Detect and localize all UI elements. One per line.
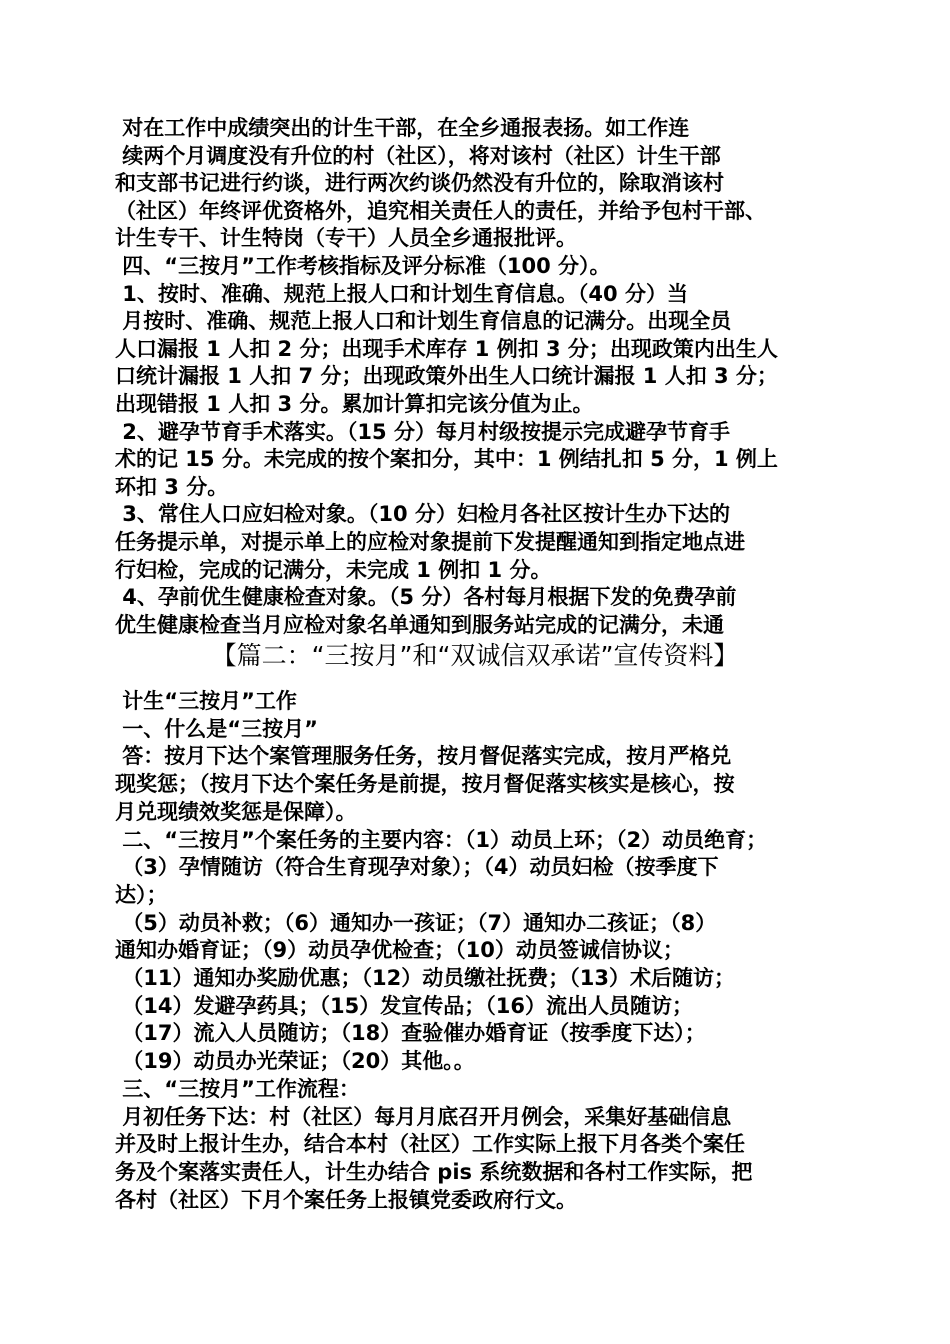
text-line: 3、常住人口应妇检对象。（10 分）妇检月各社区按计生办下达的 — [115, 502, 730, 527]
text-line: 环扣 3 分。 — [115, 474, 229, 499]
text-line: 达）； — [115, 882, 168, 907]
text-line: 出现错报 1 人扣 3 分。累加计算扣完该分值为止。 — [115, 392, 594, 416]
text-line: 计生专干、计生特岗（专干）人员全乡通报批评。 — [115, 226, 577, 251]
text-line: 2、避孕节育手术落实。（15 分）每月村级按提示完成避孕节育手 — [115, 419, 730, 444]
text-line: 并及时上报计生办，结合本村（社区）工作实际上报下月各类个案任 — [115, 1132, 745, 1157]
text-line: 口统计漏报 1 人扣 7 分；出现政策外出生人口统计漏报 1 人扣 3 分； — [115, 364, 778, 389]
text-line: （3）孕情随访（符合生育现孕对象）；（4）动员妇检（按季度下 — [115, 855, 719, 880]
text-line: 一、什么是“三按月” — [115, 716, 318, 741]
text-line: 月兑现绩效奖惩是保障）。 — [115, 799, 357, 824]
text-line: 月按时、准确、规范上报人口和计划生育信息的记满分。出现全员 — [115, 309, 732, 334]
text-line: 各村（社区）下月个案任务上报镇党委政府行文。 — [115, 1187, 577, 1212]
text-line: 务及个案落实责任人，计生办结合 pis 系统数据和各村工作实际，把 — [115, 1159, 753, 1184]
section-title: 【篇二：“三按月”和“双诚信双承诺”宣传资料】 — [211, 641, 739, 670]
text-line: （11）通知办奖励优惠；（12）动员缴社抚费；（13）术后随访； — [115, 966, 735, 990]
text-line: 答：按月下达个案管理服务任务，按月督促落实完成，按月严格兑 — [115, 744, 732, 769]
text-line: （14）发避孕药具；（15）发宣传品；（16）流出人员随访； — [115, 993, 693, 1018]
text-line: 任务提示单，对提示单上的应检对象提前下发提醒通知到指定地点进 — [115, 530, 745, 554]
text-line: 续两个月调度没有升位的村（社区），将对该村（社区）计生干部 — [115, 143, 721, 168]
text-line: 三、“三按月”工作流程： — [115, 1076, 360, 1101]
text-line: 4、孕前优生健康检查对象。（5 分）各村每月根据下发的免费孕前 — [115, 585, 737, 610]
text-line: （社区）年终评优资格外，追究相关责任人的责任，并给予包村干部、 — [115, 198, 766, 223]
text-line: （19）动员办光荣证；（20）其他。。 — [115, 1049, 475, 1074]
text-line: （5）动员补救；（6）通知办一孩证；（7）通知办二孩证；（8） — [115, 910, 717, 935]
text-line: 术的记 15 分。未完成的按个案扣分，其中：1 例结扎扣 5 分，1 例上 — [115, 447, 778, 472]
text-line: 现奖惩；（按月下达个案任务是前提，按月督促落实核实是核心，按 — [115, 772, 735, 797]
text-line: 四、“三按月”工作考核指标及评分标准（100 分）。 — [115, 254, 611, 278]
text-line: 通知办婚育证；（9）动员孕优检查；（10）动员签诚信协议； — [115, 938, 684, 963]
text-line: 1、按时、准确、规范上报人口和计划生育信息。（40 分）当 — [115, 281, 688, 306]
text-line: 优生健康检查当月应检对象名单通知到服务站完成的记满分，未通 — [115, 612, 724, 637]
text-line: 行妇检，完成的记满分，未完成 1 例扣 1 分。 — [115, 557, 552, 582]
text-line: 二、“三按月”个案任务的主要内容：（1）动员上环；（2）动员绝育； — [115, 827, 768, 852]
text-line: （17）流入人员随访；（18）查验催办婚育证（按季度下达）； — [115, 1021, 706, 1046]
text-line: 和支部书记进行约谈，进行两次约谈仍然没有升位的，除取消该村 — [115, 171, 724, 196]
text-line: 月初任务下达：村（社区）每月月底召开月例会，采集好基础信息 — [115, 1104, 732, 1129]
text-line: 对在工作中成绩突出的计生干部，在全乡通报表扬。如工作连 — [115, 116, 690, 140]
text-line: 计生“三按月”工作 — [115, 689, 297, 713]
text-line: 人口漏报 1 人扣 2 分；出现手术库存 1 例扣 3 分；出现政策内出生人 — [115, 336, 778, 361]
